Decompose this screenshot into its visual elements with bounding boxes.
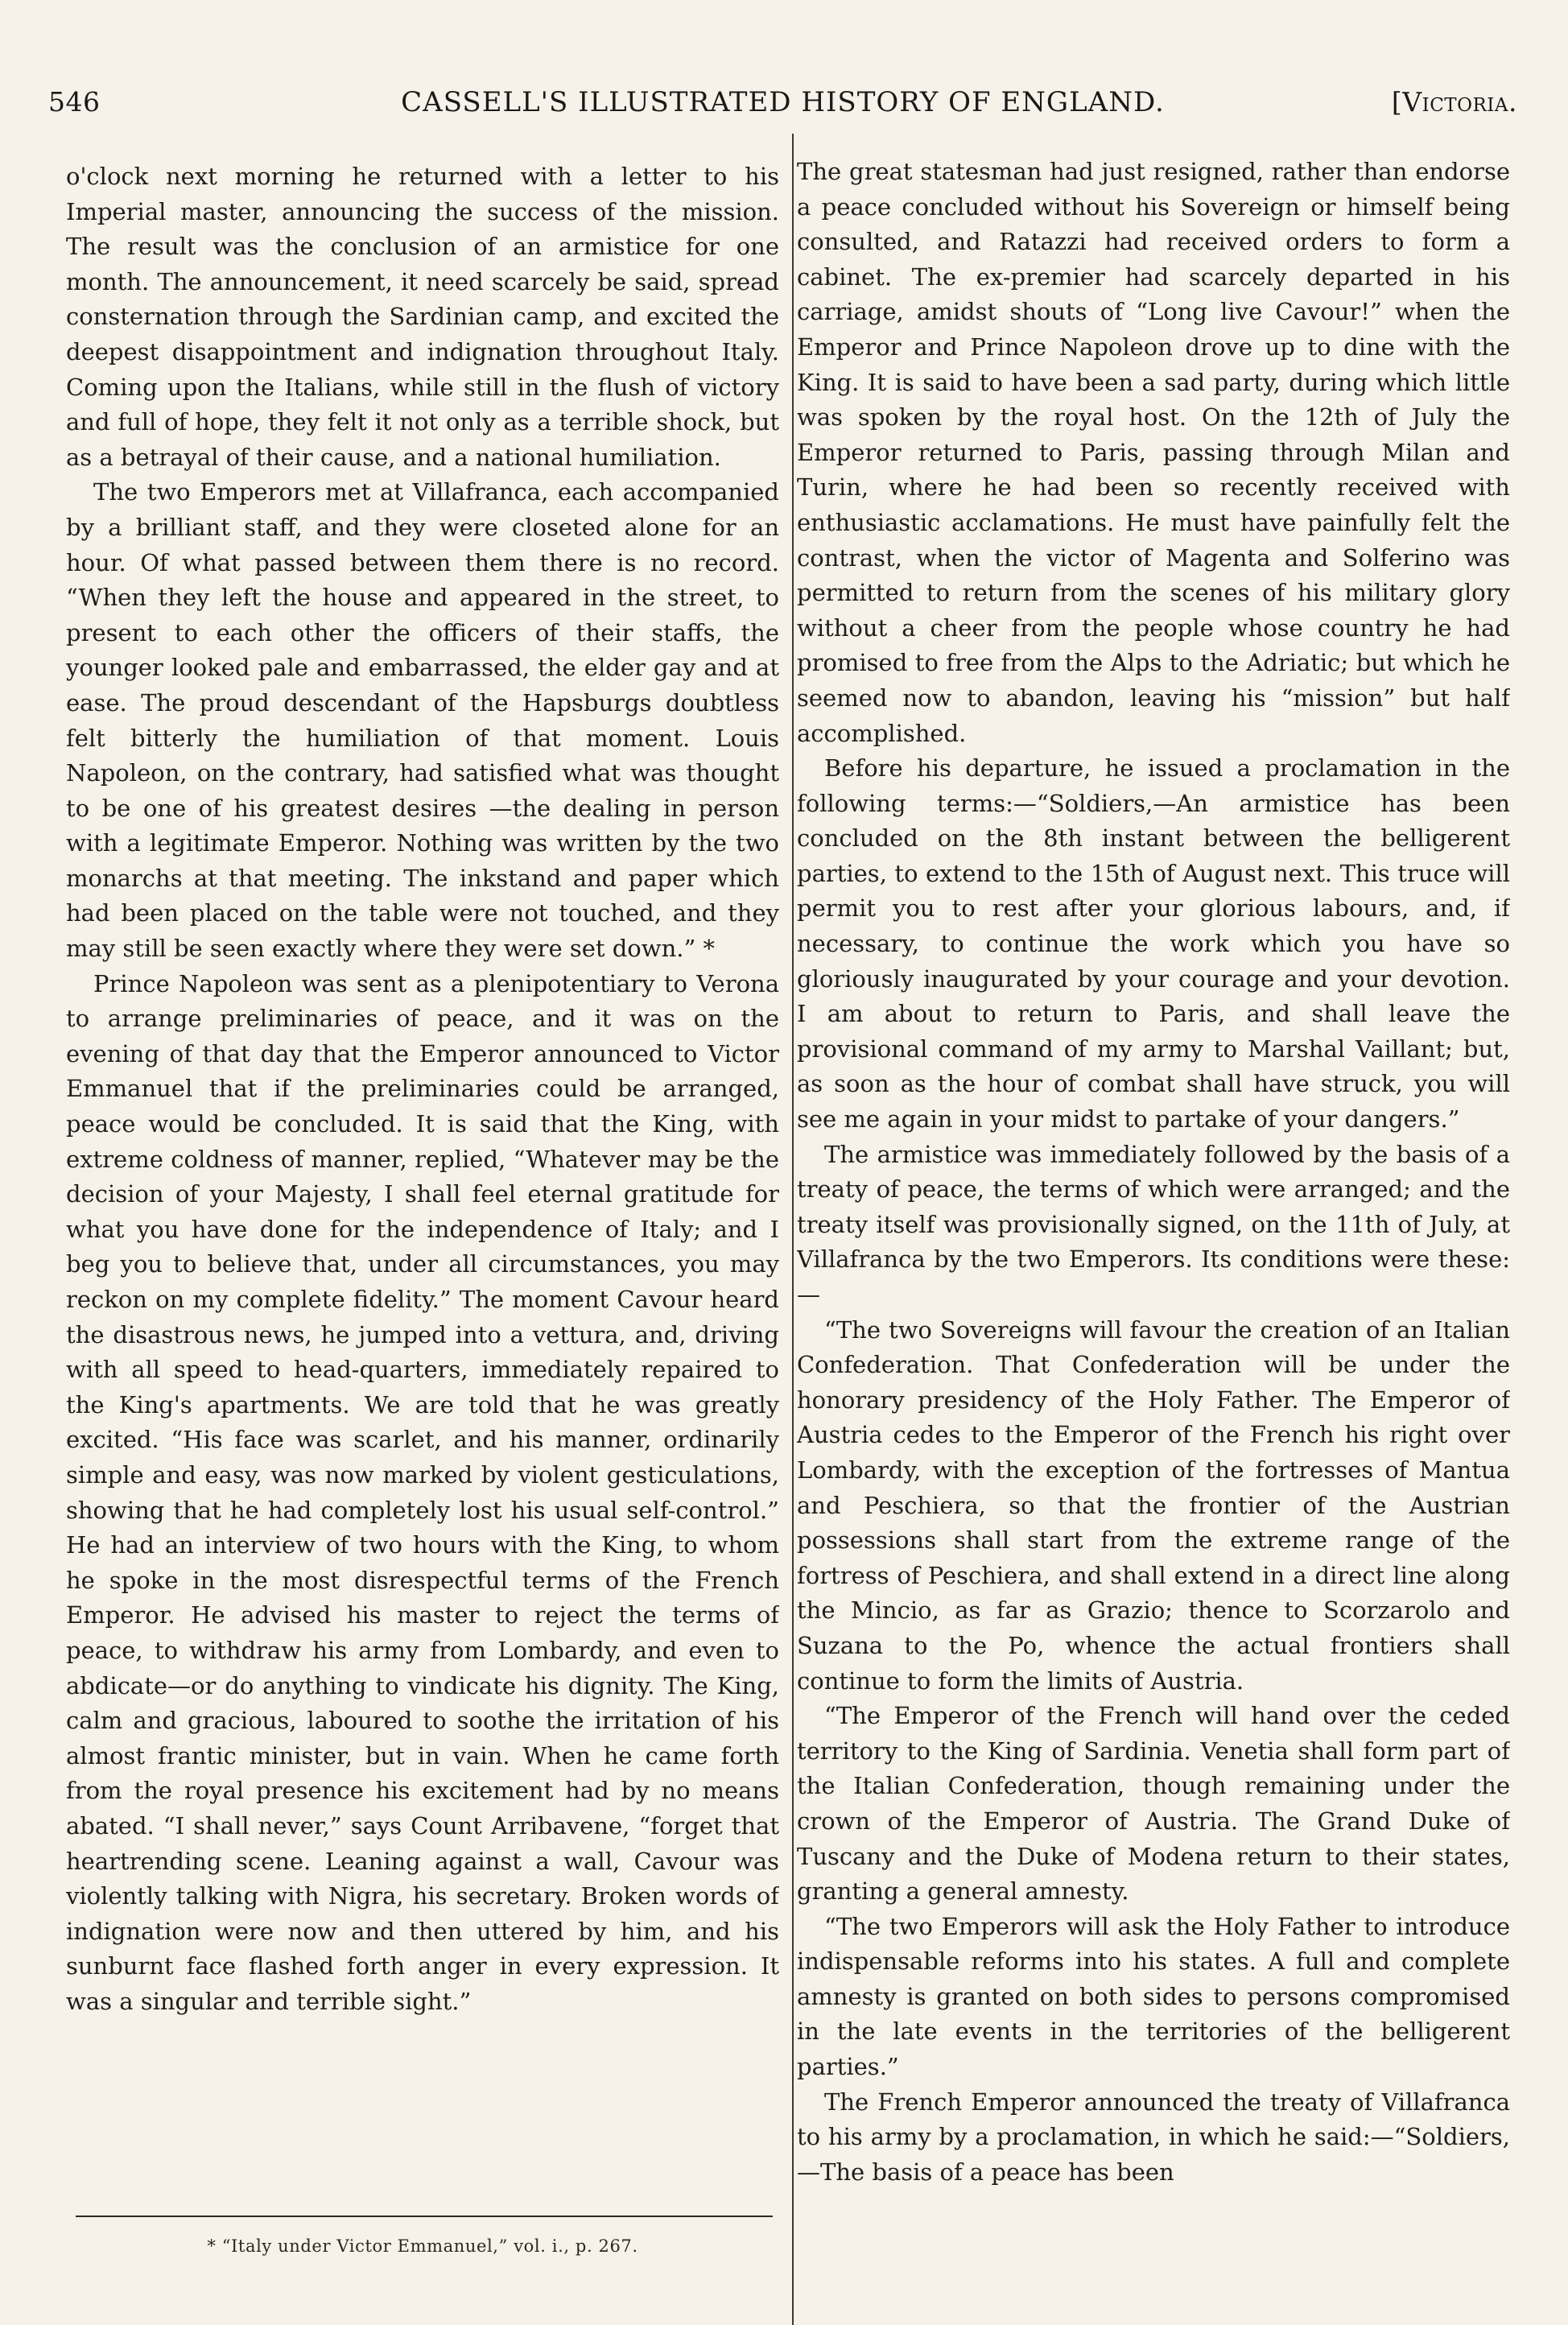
paragraph: The great statesman had just resigned, rather than endorse a peace concluded without his Sovereign or himself being consulted, and Ratazzi had received orders to form a cabinet. The ex-premier had scarcely departed in his carriage, amidst shouts of “Long live Cavour!” when the Emperor and Prince Napoleon drove up to dine with the King. It is said to have been a sad party, during which little was spoken by the royal host. On the 12th of July the Emperor returned to Paris, passing through Milan and Turin, where he had been so recently received with enthusiastic acclamations. He must have painfully felt the contrast, when the victor of Magenta and Solferino was permitted to return from the scenes of his military glory without a cheer from the people whose country he had promised to free from the Alps to the Adriatic; but which he seemed now to abandon, leaving his “mission” but half accomplished.: [797, 158, 1510, 747]
running-head: [48, 81, 1517, 123]
paragraph: Before his departure, he issued a proclamation in the following terms:—“Soldiers,—An armistice has been concluded on the 8th instant between the belligerent parties, to extend to the 15th of August next. This truce will permit you to rest after your glorious labours, and, if necessary, to continue the work which you have so gloriously inaugurated by your courage and your devotion. I am about to return to Paris, and shall leave the provisional command of my army to Marshal Vaillant; but, as soon as the hour of combat shall have struck, you will see me again in your midst to partake of your dangers.”: [797, 754, 1510, 1134]
footnote: * “Italy under Victor Emmanuel,” vol. i., p. 267.: [207, 2236, 638, 2256]
paragraph: o'clock next morning he returned with a letter to his Imperial master, announcing the success of the mission. The result was the conclusion of an armistice for one month. The announcement, it need scarcely be said, spread consternation through the Sardinian camp, and excited the deepest disappointment and indignation throughout Italy. Coming upon the Italians, while still in the flush of victory and full of hope, they felt it not only as a terrible shock, but as a betrayal of their cause, and a national humiliation.: [66, 163, 779, 471]
column-divider: [792, 134, 794, 2325]
paragraph: Prince Napoleon was sent as a plenipotentiary to Verona to arrange preliminaries of peace, and it was on the evening of that day that the Emperor announced to Victor Emmanuel that if the preliminaries could be arranged, peace would be concluded. It is said that the King, with extreme coldness of manner, replied, “Whatever may be the decision of your Majesty, I shall feel eternal gratitude for what you have done for the independence of Italy; and I beg you to believe that, under all circumstances, you may reckon on my complete fidelity.” The moment Cavour heard the disastrous news, he jumped into a vettura, and, driving with all speed to head-quarters, immediately repaired to the King's apartments. We are told that he was greatly excited. “His face was scarlet, and his manner, ordinarily simple and easy, was now marked by violent gesticulations, showing that he had completely lost his usual self-control.” He had an interview of two hours with the King, to whom he spoke in the most disrespectful terms of the French Emperor. He advised his master to reject the terms of peace, to withdraw his army from Lombardy, and even to abdicate—or do anything to vindicate his dignity. The King, calm and gracious, laboured to soothe the irritation of his almost frantic minister, but in vain. When he came forth from the royal presence his excitement had by no means abated. “I shall never,” says Count Arribavene, “forget that heartrending scene. Leaning against a wall, Cavour was violently talking with Nigra, his secretary. Broken words of indignation were now and then uttered by him, and his sunburnt face flashed forth anger in every expression. It was a singular and terrible sight.”: [66, 969, 779, 2015]
paragraph: “The Emperor of the French will hand over the ceded territory to the King of Sardinia. Venetia shall form part of the Italian Confederation, though remaining under the crown of the Emperor of Austria. The Grand Duke of Tuscany and the Duke of Modena return to their states, granting a general amnesty.: [797, 1702, 1510, 1906]
paragraph: The French Emperor announced the treaty of Villafranca to his army by a proclamation, in which he said:—“Soldiers,—The basis of a peace has been: [797, 2088, 1510, 2186]
paragraph: “The two Sovereigns will favour the creation of an Italian Confederation. That Confederation will be under the honorary presidency of the Holy Father. The Emperor of Austria cedes to the Emperor of the French his right over Lombardy, with the exception of the fortresses of Mantua and Peschiera, so that the frontier of the Austrian possessions shall start from the extreme range of the fortress of Peschiera, and shall extend in a direct line along the Mincio, as far as Grazio; thence to Scorzarolo and Suzana to the Po, whence the actual frontiers shall continue to form the limits of Austria.: [797, 1315, 1510, 1695]
book-title: CASSELL'S ILLUSTRATED HISTORY OF ENGLAND.: [401, 86, 1165, 118]
left-column: [66, 159, 779, 2140]
paragraph: “The two Emperors will ask the Holy Father to introduce indispensable reforms into his states. A full and complete amnesty is granted on both sides to persons compromised in the late events in the territories of the belligerent parties.”: [797, 1912, 1510, 2081]
right-column: [797, 155, 1510, 2324]
page-number: 546: [48, 86, 101, 118]
paragraph: The armistice was immediately followed by the basis of a treaty of peace, the terms of which were arranged; and the treaty itself was provisionally signed, on the 11th of July, at Villafranca by the two Emperors. Its conditions were these:—: [797, 1140, 1510, 1308]
section-title: [Victoria.: [1391, 86, 1517, 118]
paragraph: The two Emperors met at Villafranca, each accompanied by a brilliant staff, and they were closeted alone for an hour. Of what passed between them there is no record. “When they left the house and appeared in the street, to present to each other the officers of their staffs, the younger looked pale and embarrassed, the elder gay and at ease. The proud descendant of the Hapsburgs doubtless felt bitterly the humiliation of that moment. Louis Napoleon, on the contrary, had satisfied what was thought to be one of his greatest desires —the dealing in person with a legitimate Emperor. Nothing was written by the two monarchs at that meeting. The inkstand and paper which had been placed on the table were not touched, and they may still be seen exactly where they were set down.” *: [66, 478, 779, 963]
footnote-rule: [76, 2216, 773, 2217]
